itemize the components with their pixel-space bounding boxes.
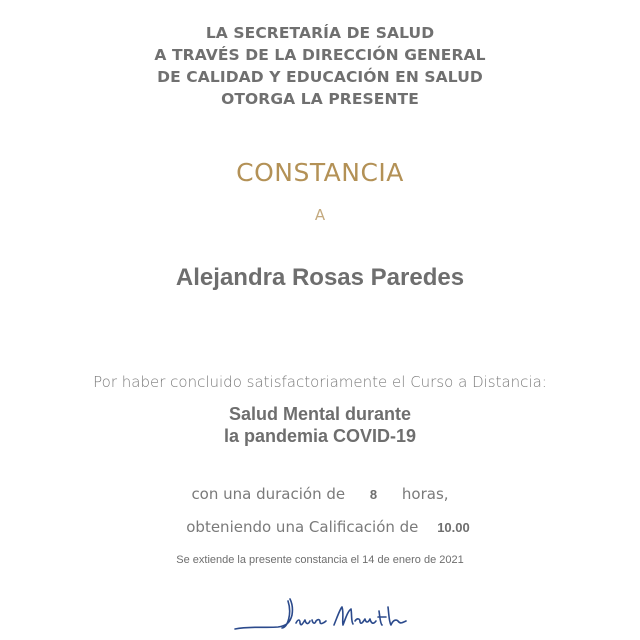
duration-prefix: con una duración de — [191, 485, 346, 503]
duration-line — [0, 485, 640, 503]
duration-suffix: horas, — [401, 485, 449, 503]
header-line-3: DE CALIDAD Y EDUCACIÓN EN SALUD — [157, 68, 483, 86]
grade-prefix: obteniendo una Calificación de — [186, 518, 419, 536]
issue-statement: Se extiende la presente constancia el 14 de enero de 2021 — [176, 554, 464, 566]
handwritten-signature-icon — [230, 595, 420, 640]
intro-text: Por haber concluido satisfactoriamente el Curso a Distancia: — [93, 373, 547, 391]
grade-value: 10.00 — [437, 520, 470, 535]
to-label: A — [314, 206, 326, 224]
recipient-name: Alejandra Rosas Paredes — [175, 264, 465, 291]
header-line-1: LA SECRETARÍA DE SALUD — [205, 24, 435, 42]
header-line-2: A TRAVÉS DE LA DIRECCIÓN GENERAL — [154, 46, 486, 64]
grade-line — [0, 518, 640, 536]
course-name — [0, 403, 640, 447]
issuer-header — [0, 22, 640, 110]
course-name-line-1: Salud Mental durante — [228, 404, 412, 424]
header-line-4: OTORGA LA PRESENTE — [221, 90, 419, 108]
course-name-line-2: la pandemia COVID-19 — [223, 426, 417, 446]
duration-value: 8 — [369, 487, 378, 502]
certificate-title: CONSTANCIA — [236, 158, 404, 187]
